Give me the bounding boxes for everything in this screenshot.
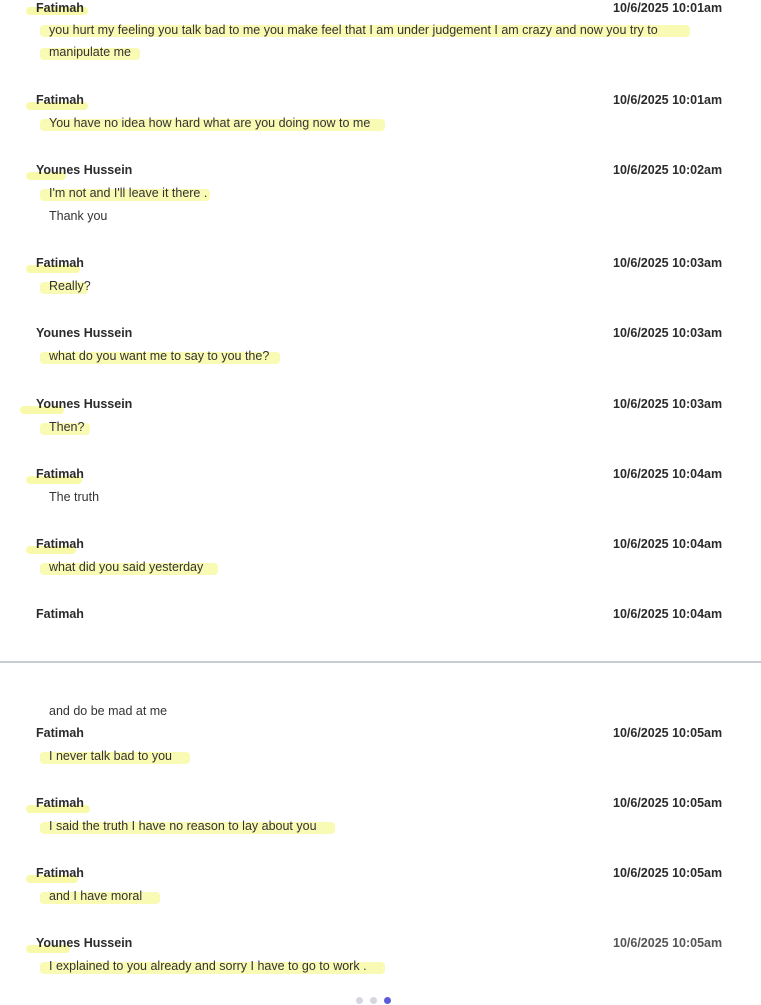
sender-name: Younes Hussein (36, 936, 133, 950)
message-text: Then? (49, 420, 85, 434)
timestamp: 10/6/2025 10:01am (613, 93, 723, 107)
sender-name: Younes Hussein (36, 163, 133, 177)
sender-name: Fatimah (36, 1, 84, 15)
message-text: I never talk bad to you (49, 749, 172, 763)
sender-name: Fatimah (36, 467, 84, 481)
sender-name: Fatimah (36, 726, 84, 740)
sender-name: Younes Hussein (36, 397, 133, 411)
timestamp: 10/6/2025 10:03am (613, 256, 723, 270)
timestamp: 10/6/2025 10:02am (613, 163, 723, 177)
page-dot[interactable] (370, 997, 377, 1004)
sender-name: Fatimah (36, 866, 84, 880)
timestamp: 10/6/2025 10:05am (613, 936, 723, 950)
message-text: what did you said yesterday (49, 560, 204, 574)
sender-name: Fatimah (36, 537, 84, 551)
timestamp: 10/6/2025 10:03am (613, 397, 723, 411)
message-text: manipulate me (49, 45, 131, 59)
sender-name: Fatimah (36, 256, 84, 270)
message-text: The truth (49, 490, 100, 504)
message-text: You have no idea how hard what are you doing now to me (49, 116, 371, 130)
continuation-text: and do be mad at me (49, 704, 168, 718)
sender-name: Fatimah (36, 607, 84, 621)
page-divider (0, 661, 761, 663)
page-dot[interactable] (356, 997, 363, 1004)
message-text: and I have moral (49, 889, 143, 903)
page-dot-active[interactable] (384, 997, 391, 1004)
timestamp: 10/6/2025 10:04am (613, 607, 723, 621)
sender-name: Younes Hussein (36, 326, 133, 340)
timestamp: 10/6/2025 10:05am (613, 866, 723, 880)
message-text: I explained to you already and sorry I have to go to work . (49, 959, 367, 973)
page-indicator[interactable] (356, 995, 416, 1005)
timestamp: 10/6/2025 10:05am (613, 796, 723, 810)
timestamp: 10/6/2025 10:04am (613, 537, 723, 551)
message-text: what do you want me to say to you the? (49, 349, 270, 363)
sender-name: Fatimah (36, 93, 84, 107)
timestamp: 10/6/2025 10:04am (613, 467, 723, 481)
message-text: Really? (49, 279, 91, 293)
timestamp: 10/6/2025 10:01am (613, 1, 723, 15)
message-text: Thank you (49, 209, 108, 223)
sender-name: Fatimah (36, 796, 84, 810)
message-text: I said the truth I have no reason to lay about you (49, 819, 317, 833)
message-text: you hurt my feeling you talk bad to me you make feel that I am under judgement I am crazy and now you try to (49, 23, 658, 37)
timestamp: 10/6/2025 10:03am (613, 326, 723, 340)
message-text: I'm not and I'll leave it there . (49, 186, 208, 200)
timestamp: 10/6/2025 10:05am (613, 726, 723, 740)
